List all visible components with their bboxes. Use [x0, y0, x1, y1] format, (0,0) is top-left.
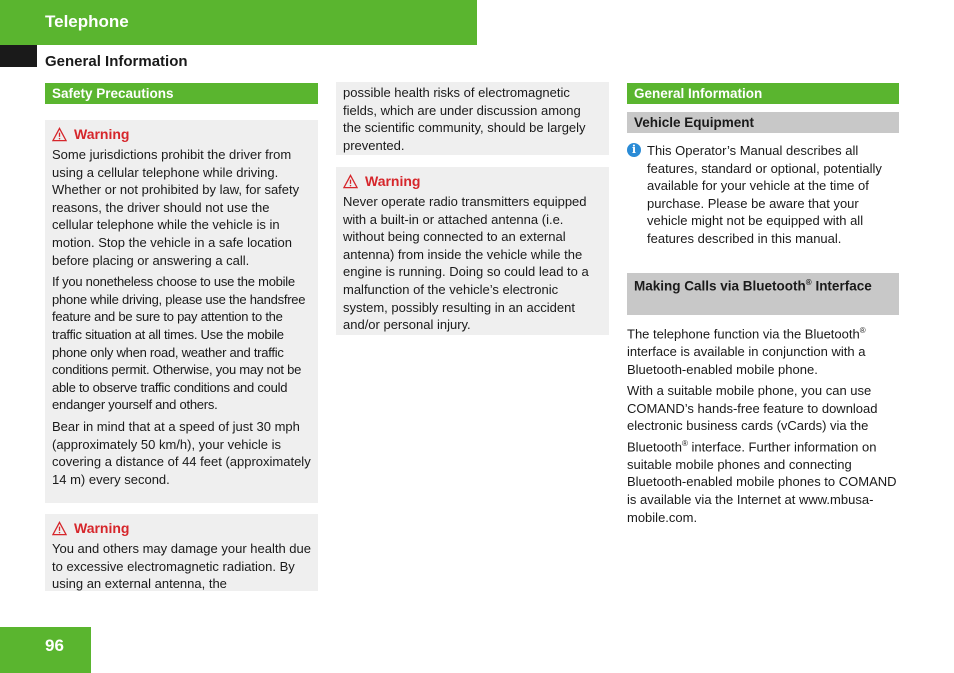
warning-triangle-icon — [52, 521, 67, 536]
chapter-title: Telephone — [45, 12, 129, 31]
registered-mark: ® — [859, 326, 866, 335]
text-run: The telephone function via the Bluetooth — [627, 326, 860, 342]
general-information-heading: General Information — [627, 83, 899, 104]
warning-text: Bear in mind that at a speed of just 30 mph (approximately 50 km/h), your vehicle is covering a distance of 44 feet (approximately 14 m) every second. — [52, 418, 311, 487]
text-run: With a suitable mobile phone, you can use COMAND’s hands-free feature to download electronic business cards (vCards) via the Bluetooth — [627, 383, 878, 455]
text-run: interface. Further information on suitable mobile phones and connecting Bluetooth-enabled mobile phones to COMAND is available via the Internet at www.mbusa-mobile.com. — [627, 439, 897, 525]
section-title: General Information — [45, 53, 188, 70]
heading-text: Interface — [811, 278, 872, 294]
continued-warning-box — [336, 82, 609, 155]
info-icon: i — [627, 143, 641, 157]
info-note — [627, 142, 899, 248]
heading-text: Making Calls via Bluetooth — [634, 278, 806, 294]
text-run: interface is available in conjunction with a Bluetooth-enabled mobile phone. — [627, 343, 866, 377]
warning-box-3 — [336, 167, 609, 335]
warning-text-continued: possible health risks of electromagnetic fields, which are under discussion among the scientific community, should be largely prevented. — [343, 85, 586, 153]
bluetooth-body — [627, 322, 901, 526]
page-number: 96 — [45, 636, 64, 655]
paragraph — [627, 382, 901, 526]
warning-box-2 — [45, 514, 318, 591]
section-marker — [0, 45, 37, 67]
paragraph — [627, 322, 901, 378]
safety-precautions-heading: Safety Precautions — [45, 83, 318, 104]
warning-triangle-icon — [52, 127, 67, 142]
registered-mark: ® — [805, 278, 812, 287]
warning-header — [52, 516, 311, 540]
warning-label: Warning — [74, 520, 130, 536]
bluetooth-calls-heading — [627, 273, 899, 315]
vehicle-equipment-heading: Vehicle Equipment — [627, 112, 899, 133]
warning-triangle-icon — [343, 174, 358, 189]
warning-label: Warning — [365, 173, 421, 189]
warning-text: Never operate radio transmitters equipped with a built-in or attached antenna (i.e. without being connected to an external antenna) from inside the vehicle while the engine is running. Doing so could lead to a malfunction of the vehicle’s electronic system, possibly resulting in an accident and/or personal injury. — [343, 194, 589, 333]
info-text: This Operator’s Manual describes all features, standard or optional, potentially available for your vehicle at the time of purchase. Please be aware that your vehicle might not be equipped with all features described in this manual. — [647, 143, 882, 246]
warning-header — [52, 122, 311, 146]
warning-label: Warning — [74, 126, 130, 142]
warning-text: Some jurisdictions prohibit the driver from using a cellular telephone while driving. Whether or not prohibited by law, for safety reasons, the driver should not use the cellular telephone while the vehicle is in motion. Stop the vehicle in a safe location before placing or answering a call. — [52, 147, 300, 268]
warning-text: If you nonetheless choose to use the mobile phone while driving, please use the handsfree feature and be sure to pay attention to the traffic situation at all times. Use the mobile phone only when road, weather and traffic conditions permit. Otherwise, you may not be able to observe traffic conditions and could endanger yourself and others. — [52, 274, 306, 413]
registered-mark: ® — [681, 438, 688, 448]
warning-text: You and others may damage your health due to excessive electromagnetic radiation. By using an external antenna, the — [52, 541, 311, 592]
warning-header — [343, 169, 602, 193]
warning-box-1 — [45, 120, 318, 503]
